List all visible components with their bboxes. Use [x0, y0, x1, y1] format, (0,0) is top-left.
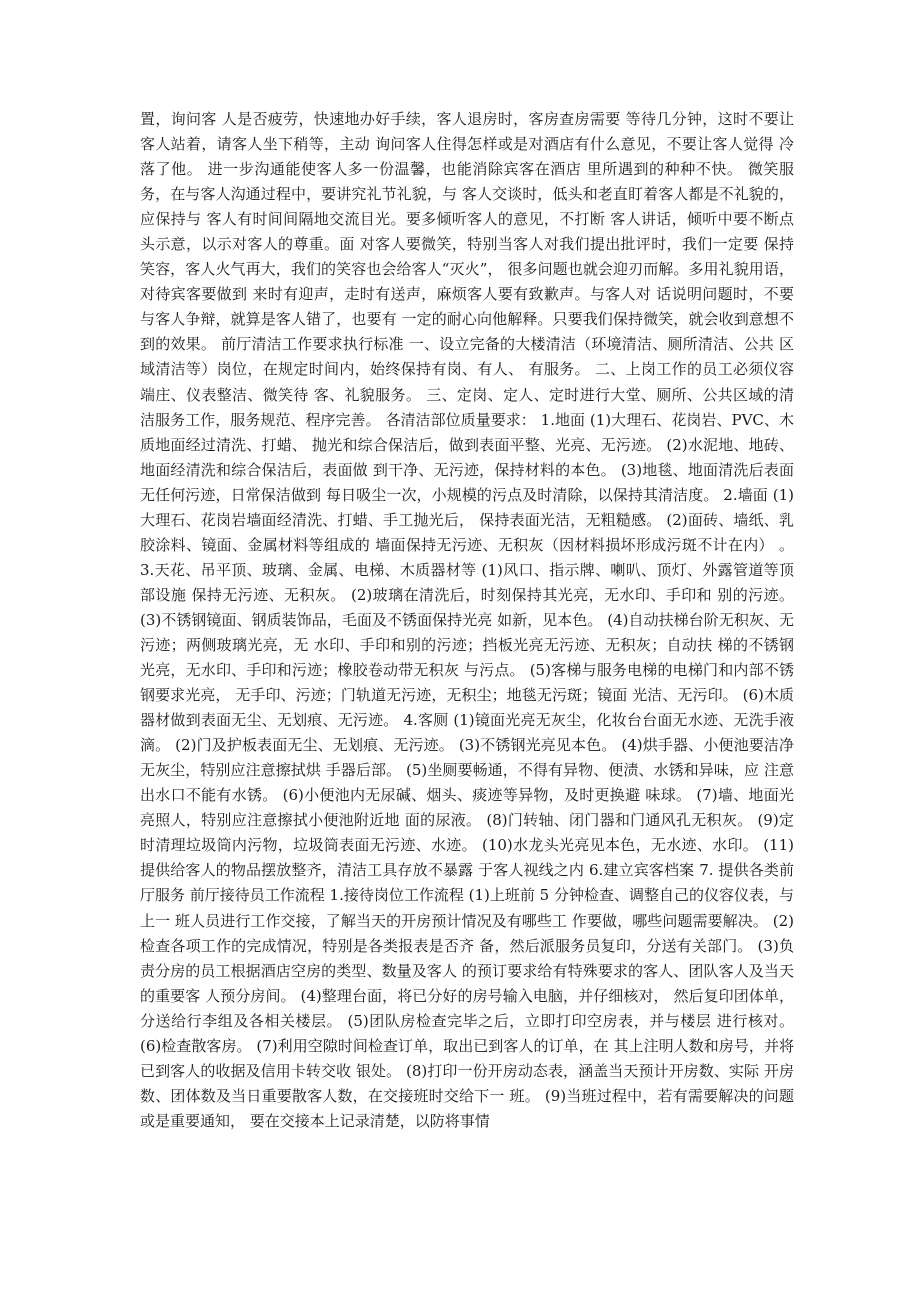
body-text: 置，询问客 人是否疲劳，快速地办好手续，客人退房时，客房查房需要 等待几分钟，这时不要让客人站着，请客人坐下稍等，主动 询问客人住得怎样或是对酒店有什么意见，不要让客人觉得 冷落了他。 进一步沟通能使客人多一份温馨，也能消除宾客在酒店 里所遇到的种种不快。 微笑服务，在与客人沟通过程中，要讲究礼节礼貌，与 客人交谈时，低头和老直盯着客人都是不礼貌的，应保持与 客人有时间间隔地交流目光。要多倾听客人的意见，不打断 客人讲话，倾听中要不断点头示意，以示对客人的尊重。面 对客人要微笑，特别当客人对我们提出批评时，我们一定要 保持笑容，客人火气再大，我们的笑容也会给客人“灭火”， 很多问题也就会迎刃而解。多用礼貌用语，对待宾客要做到 来时有迎声，走时有送声，麻烦客人要有致歉声。与客人对 话说明问题时，不要与客人争辩，就算是客人错了，也要有 一定的耐心向他解释。只要我们保持微笑，就会收到意想不 到的效果。 前厅清洁工作要求执行标准 一、设立完备的大楼清洁（环境清洁、厕所清洁、公共 区域清洁等）岗位，在规定时间内，始终保持有岗、有人、 有服务。 二、上岗工作的员工必须仪容端庄、仪表整洁、微笑待 客、礼貌服务。 三、定岗、定人、定时进行大堂、厕所、公共区域的清洁服务工作，服务规范、程序完善。 各清洁部位质量要求： 1.地面 (1)大理石、花岗岩、PVC、木质地面经过清洗、打蜡、 抛光和综合保洁后，做到表面平整、光亮、无污迹。 (2)水泥地、地砖、地面经清洗和综合保洁后，表面做 到干净、无污迹，保持材料的本色。 (3)地毯、地面清洗后表面无任何污迹，日常保洁做到 每日吸尘一次，小规模的污点及时清除，以保持其清洁度。 2.墙面 (1)大理石、花岗岩墙面经清洗、打蜡、手工抛光后， 保持表面光洁，无粗糙感。 (2)面砖、墙纸、乳胶涂料、镜面、金属材料等组成的 墙面保持无污迹、无积灰（因材料损坏形成污斑不计在内） 。 3.天花、吊平顶、玻璃、金属、电梯、木质器材等 (1)风口、指示牌、喇叭、顶灯、外露管道等顶部设施 保持无污迹、无积灰。 (2)玻璃在清洗后，时刻保持其光亮，无水印、手印和 别的污迹。 (3)不锈钢镜面、钢质装饰品，毛面及不锈面保持光亮 如新，见本色。 (4)自动扶梯台阶无积灰、无污迹；两侧玻璃光亮，无 水印、手印和别的污迹；挡板光亮无污迹、无积灰；自动扶 梯的不锈钢光亮，无水印、手印和污迹；橡胶卷动带无积灰 与污点。 (5)客梯与服务电梯的电梯门和内部不锈钢要求光亮， 无手印、污迹；门轨道无污迹，无积尘；地毯无污斑；镜面 光洁、无污印。 (6)木质器材做到表面无尘、无划痕、无污迹。 4.客厕 (1)镜面光亮无灰尘，化妆台台面无水迹、无洗手液滴。 (2)门及护板表面无尘、无划痕、无污迹。 (3)不锈钢光亮见本色。 (4)烘手器、小便池要洁净无灰尘，特别应注意擦拭烘 手器后部。 (5)坐厕要畅通，不得有异物、便渍、水锈和异味，应 注意出水口不能有水锈。 (6)小便池内无尿碱、烟头、痰迹等异物，及时更换避 味球。 (7)墙、地面光亮照人，特别应注意擦拭小便池附近地 面的尿液。 (8)门转轴、闭门器和门通风孔无积灰。 (9)定时清理垃圾筒内污物，垃圾筒表面无污迹、水迹。 (10)水龙头光亮见本色，无水迹、水印。 (11)提供给客人的物品摆放整齐，清洁工具存放不暴露 于客人视线之内 6.建立宾客档案 7. 提供各类前厅服务 前厅接待员工作流程 1.接待岗位工作流程 (1)上班前 5 分钟检查、调整自己的仪容仪表，与上一 班人员进行工作交接，了解当天的开房预计情况及有哪些工 作要做，哪些问题需要解决。 (2)检查各项工作的完成情况，特别是各类报表是否齐 备，然后派服务员复印，分送有关部门。 (3)负责分房的员工根据酒店空房的类型、数量及客人 的预订要求给有特殊要求的客人、团队客人及当天的重要客 人预分房间。 (4)整理台面，将已分好的房号输入电脑，并仔细核对， 然后复印团体单，分送给行李组及各相关楼层。 (5)团队房检查完毕之后，立即打印空房表，并与楼层 进行核对。 (6)检查散客房。 (7)利用空隙时间检查订单，取出已到客人的订单，在 其上注明人数和房号，并将已到客人的收据及信用卡转交收 银处。 (8)打印一份开房动态表，涵盖当天预计开房数、实际 开房数、团体数及当日重要散客人数，在交接班时交给下一 班。 (9)当班过程中，若有需要解决的问题或是重要通知， 要在交接本上记录清楚，以防将事情: [140, 110, 794, 1130]
